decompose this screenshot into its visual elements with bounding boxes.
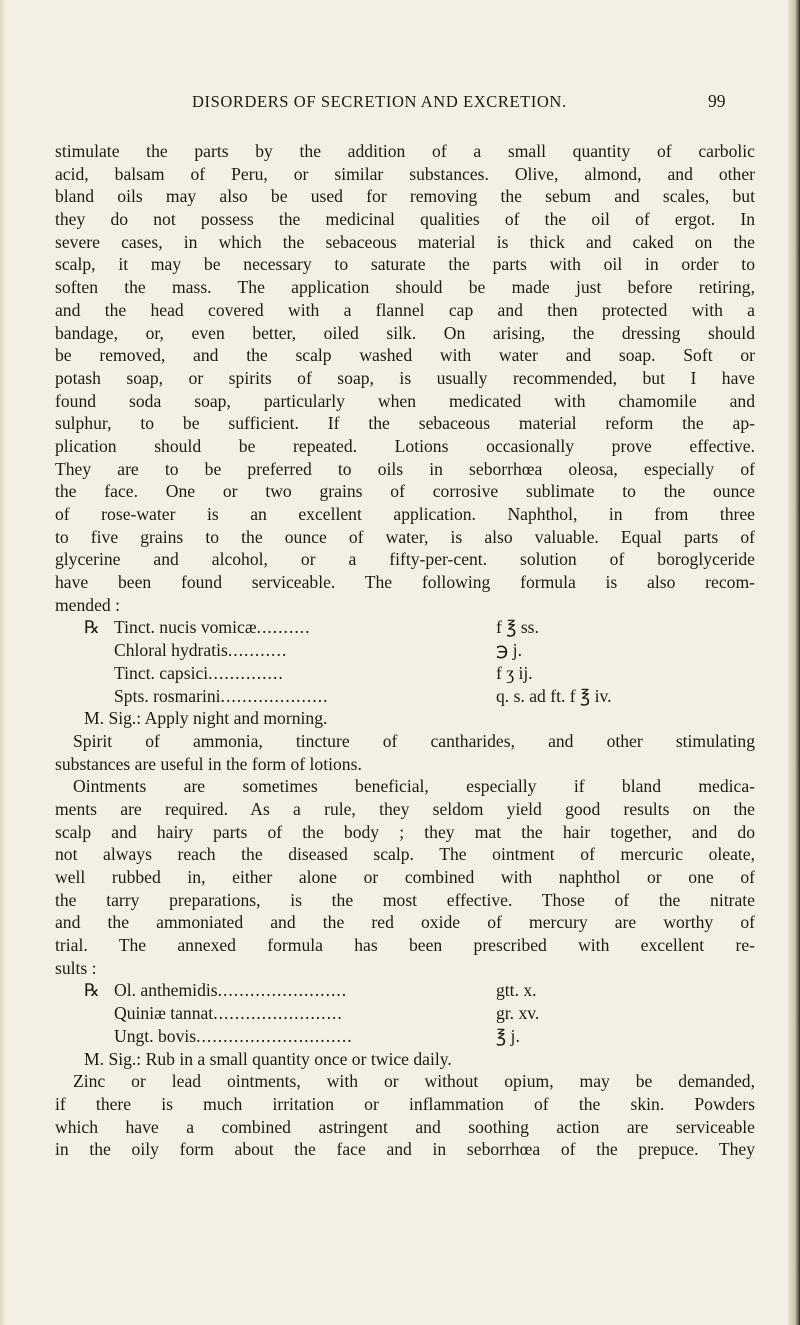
ingredient-name: Tinct. nucis vomicæ.......... <box>114 617 311 638</box>
formula-row <box>55 639 755 662</box>
text-line: and the head covered with a flannel cap and then protected with a <box>55 299 755 320</box>
ingredient-dose: ℥ j. <box>496 1025 520 1046</box>
ingredient-name: Tinct. capsici.............. <box>114 662 284 683</box>
formula-directions: M. Sig.: Apply night and morning. <box>84 708 328 729</box>
page-header <box>0 92 800 122</box>
text-line: bandage, or, even better, oiled silk. On arising, the dressing should <box>55 322 755 343</box>
text-line: ments are required. As a rule, they seldom yield good results on the <box>55 798 755 819</box>
text-line: have been found serviceable. The following formula is also recom- <box>55 572 755 593</box>
text-line: sulphur, to be sufficient. If the sebaceous material reform the ap- <box>55 413 755 434</box>
text-line: soften the mass. The application should be made just before retiring, <box>55 277 755 298</box>
formula-row <box>55 616 755 639</box>
ingredient-dose: q. s. ad ft. f ℥ iv. <box>496 685 612 706</box>
ingredient-name: Quiniæ tannat........................ <box>114 1003 343 1024</box>
text-line: if there is much irritation or inflammation of the skin. Powders <box>55 1093 755 1114</box>
recipe-symbol: ℞ <box>84 617 100 638</box>
ingredient-dose: gtt. x. <box>496 980 537 1001</box>
text-line: which have a combined astringent and soothing action are serviceable <box>55 1116 755 1137</box>
text-line: mended : <box>55 594 120 615</box>
text-line: the face. One or two grains of corrosive sublimate to the ounce <box>55 481 755 502</box>
text-line: in the oily form about the face and in seborrhœa of the prepuce. They <box>55 1139 755 1160</box>
ingredient-name: Spts. rosmarini.................... <box>114 685 329 706</box>
text-line: They are to be preferred to oils in seborrhœa oleosa, especially of <box>55 458 755 479</box>
formula-row <box>55 979 755 1002</box>
text-line: acid, balsam of Peru, or similar substances. Olive, almond, and other <box>55 163 755 184</box>
text-line: not always reach the diseased scalp. The ointment of mercuric oleate, <box>55 844 755 865</box>
page-right-edge <box>788 0 800 1325</box>
ingredient-name: Ol. anthemidis........................ <box>114 980 348 1001</box>
text-line: substances are useful in the form of lotions. <box>55 753 362 774</box>
ingredient-dose: gr. xv. <box>496 1003 540 1024</box>
text-line: potash soap, or spirits of soap, is usually recommended, but I have <box>55 367 755 388</box>
text-line: bland oils may also be used for removing the sebum and scales, but <box>55 186 755 207</box>
text-line: to five grains to the ounce of water, is also valuable. Equal parts of <box>55 526 755 547</box>
text-line: be removed, and the scalp washed with water and soap. Soft or <box>55 345 755 366</box>
text-line: and the ammoniated and the red oxide of mercury are worthy of <box>55 912 755 933</box>
running-head: DISORDERS OF SECRETION AND EXCRETION. <box>192 92 567 111</box>
text-line: found soda soap, particularly when medicated with chamomile and <box>55 390 755 411</box>
text-line: Ointments are sometimes beneficial, especially if bland medica- <box>73 776 755 797</box>
text-line: trial. The annexed formula has been prescribed with excellent re- <box>55 935 755 956</box>
ingredient-name: Chloral hydratis........... <box>114 640 288 661</box>
text-line: Spirit of ammonia, tincture of cantharides, and other stimulating <box>73 730 755 751</box>
page-number: 99 <box>708 91 726 111</box>
text-line: scalp, it may be necessary to saturate the parts with oil in order to <box>55 254 755 275</box>
text-line: scalp and hairy parts of the body ; they mat the hair together, and do <box>55 821 755 842</box>
text-line: stimulate the parts by the addition of a small quantity of carbolic <box>55 141 755 161</box>
text-line: sults : <box>55 957 97 978</box>
formula-row <box>55 1002 755 1025</box>
ingredient-name: Ungt. bovis............................. <box>114 1025 353 1046</box>
body-text <box>55 140 755 1161</box>
ingredient-dose: f ℥ ss. <box>496 617 539 638</box>
text-line: Zinc or lead ointments, with or without opium, may be demanded, <box>73 1071 755 1092</box>
text-line: severe cases, in which the sebaceous material is thick and caked on the <box>55 231 755 252</box>
text-line: they do not possess the medicinal qualities of the oil of ergot. In <box>55 209 755 230</box>
formula-row <box>55 662 755 685</box>
formula-row <box>55 685 755 708</box>
text-line: well rubbed in, either alone or combined with naphthol or one of <box>55 867 755 887</box>
formula-directions: M. Sig.: Rub in a small quantity once or twice daily. <box>84 1048 452 1069</box>
text-line: glycerine and alcohol, or a fifty-per-cent. solution of boroglyceride <box>55 549 755 570</box>
page-left-edge <box>0 0 6 1325</box>
ingredient-dose: f ʒ ij. <box>496 662 533 683</box>
text-line: the tarry preparations, is the most effective. Those of the nitrate <box>55 889 755 910</box>
recipe-symbol: ℞ <box>84 980 100 1001</box>
ingredient-dose: ℈ j. <box>496 640 522 661</box>
text-line: plication should be repeated. Lotions occasionally prove effective. <box>55 435 755 456</box>
formula-row <box>55 1025 755 1048</box>
text-line: of rose-water is an excellent application. Naphthol, in from three <box>55 504 755 524</box>
